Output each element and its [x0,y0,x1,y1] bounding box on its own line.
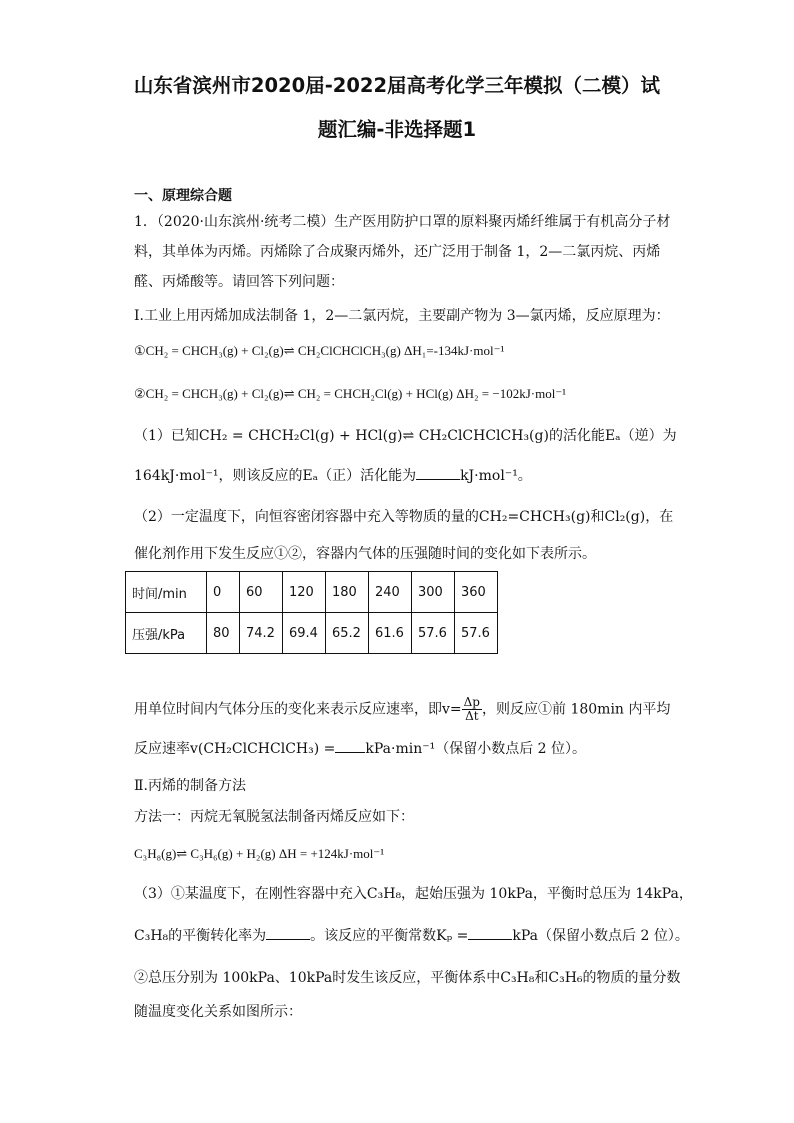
rate-definition-line [134,696,670,723]
table-cell: 61.6 [369,613,412,654]
document-title-line2: 题汇编-非选择题1 [317,118,477,141]
table-cell: 57.6 [412,613,455,654]
part1-heading: Ⅰ.工业上用丙烯加成法制备 1，2—二氯丙烷，主要副产物为 3—氯丙烯，反应原理为： [134,308,670,324]
reaction-1: ①CH₂ = CHCH₃(g) + Cl₂(g)⇌ CH₂ClCHClCH₃(g) ΔH₁=-134kJ·mol⁻¹ [134,343,505,358]
rate-fraction [462,696,482,723]
table-cell: 80 [207,613,240,654]
q3-line1: （3）①某温度下，在刚性容器中充入C₃H₈，起始压强为 10kPa，平衡时总压为 14kPa， [134,886,693,902]
q3-conversion-blank[interactable] [266,927,310,940]
fraction-numerator: Δp [463,695,480,709]
question-intro-line3: 醛、丙烯酸等。请回答下列问题： [134,274,344,290]
rate-text-a: 用单位时间内气体分压的变化来表示反应速率，即v= [134,701,462,718]
rate-text-b: ，则反应①前 180min 内平均 [482,701,671,718]
reaction-2: ②CH₂ = CHCH₃(g) + Cl₂(g)⇌ CH₂ = CHCH₂Cl(g) + HCl(g) ΔH₂ = −102kJ·mol⁻¹ [134,386,567,401]
q3-text-c: kPa（保留小数点后 2 位）。 [512,928,689,944]
table-header-time: 时间/min [126,572,207,613]
table-cell: 60 [240,572,283,613]
document-title-line1: 山东省滨州市2020届-2022届高考化学三年模拟（二模）试 [133,74,661,97]
rate-text-c: 反应速率v(CH₂ClCHClCH₃) = [134,741,336,757]
q3-line4: 随温度变化关系如图所示： [134,1004,302,1020]
table-cell: 180 [326,572,369,613]
table-cell: 74.2 [240,613,283,654]
table-cell: 65.2 [326,613,369,654]
rate-answer-line [134,739,586,759]
rate-text-d: kPa·min⁻¹（保留小数点后 2 位）。 [365,741,587,757]
q1-answer-blank[interactable] [416,467,460,480]
q1-line2 [134,466,532,486]
table-header-pressure: 压强/kPa [126,613,207,654]
section-heading: 一、原理综合题 [134,188,232,204]
method1-text: 方法一：丙烷无氧脱氢法制备丙烯反应如下： [134,809,414,825]
table-cell: 57.6 [455,613,498,654]
part2-heading: Ⅱ.丙烯的制备方法 [134,778,246,794]
q3-line3: ②总压分别为 100kPa、10kPa时发生该反应，平衡体系中C₃H₈和C₃H₆的物质的量分数 [134,970,681,986]
fraction-denominator: Δt [465,709,479,723]
q1-text-a: 164kJ·mol⁻¹，则该反应的Eₐ（正）活化能为 [134,468,417,484]
question-intro-line2: 料，其单体为丙烯。丙烯除了合成聚丙烯外，还广泛用于制备 1，2—二氯丙烷、丙烯 [134,244,661,260]
q2-line2: 催化剂作用下发生反应①②，容器内气体的压强随时间的变化如下表所示。 [134,546,596,562]
table-cell: 0 [207,572,240,613]
table-cell: 120 [283,572,326,613]
q2-line1: （2）一定温度下，向恒容密闭容器中充入等物质的量的CH₂=CHCH₃(g)和Cl₂(g)，在 [134,509,674,525]
q3-text-a: C₃H₈的平衡转化率为 [134,928,267,944]
table-cell: 360 [455,572,498,613]
table-row [126,613,498,654]
table-cell: 240 [369,572,412,613]
table-row [126,572,498,613]
q1-text-b: kJ·mol⁻¹。 [460,468,532,484]
q3-line2 [134,926,689,946]
q3-kp-blank[interactable] [468,927,512,940]
question-intro-line1: 1．（2020·山东滨州·统考二模）生产医用防护口罩的原料聚丙烯纤维属于有机高分子材 [134,214,671,230]
pressure-time-table [125,571,498,654]
q1-line1: （1）已知CH₂ = CHCH₂Cl(g) + HCl(g)⇌ CH₂ClCHClCH₃(g)的活化能Eₐ（逆）为 [134,428,677,444]
rate-answer-blank[interactable] [335,740,365,753]
q3-text-b: 。该反应的平衡常数Kₚ = [310,928,469,944]
reaction-3: C₃H₈(g)⇌ C₃H₆(g) + H₂(g) ΔH = +124kJ·mol⁻¹ [134,846,385,861]
table-cell: 69.4 [283,613,326,654]
table-cell: 300 [412,572,455,613]
